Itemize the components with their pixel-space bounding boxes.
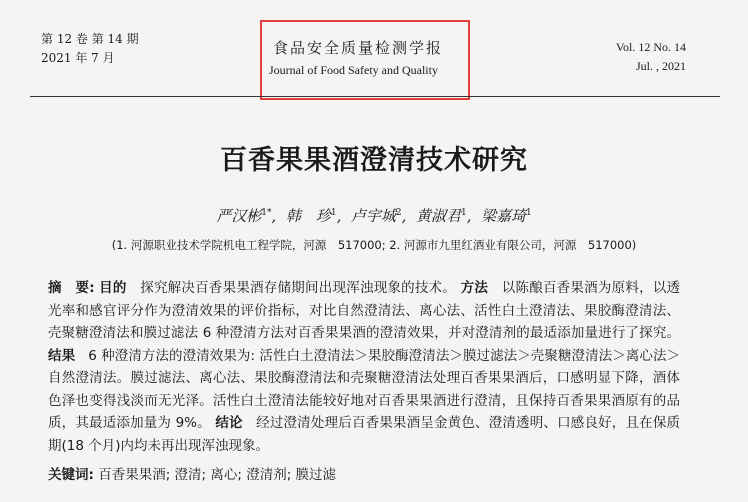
method-label: 方法 — [460, 280, 489, 296]
abstract-label: 摘 要: — [48, 280, 95, 296]
aim-text: 探究解决百香果果酒存储期间出现浑浊现象的技术。 — [140, 280, 457, 296]
volume-en: Vol. 12 No. 14 — [615, 40, 686, 54]
journal-highlight-box — [260, 20, 470, 100]
author-list: 严汉彬$^{1*}$, 韩 珍$^1$, 卢宇城$^2$, 黄淑君$^1$, 梁嘉琦$^1$ — [216, 207, 532, 225]
header-left — [41, 30, 139, 68]
author-sup: 1 — [330, 208, 337, 218]
author-sup: 1 — [526, 208, 532, 218]
author-sup: 1* — [261, 208, 272, 218]
affiliations: (1. 河源职业技术学院机电工程学院，河源 517000; 2. 河源市九里红酒业有限公司，河源 517000) — [111, 238, 637, 252]
date-en: Jul. , 2021 — [635, 59, 686, 73]
keywords-text: 百香果果酒; 澄清; 离心; 澄清剂; 膜过滤 — [98, 467, 337, 483]
author-sup: 2 — [395, 208, 402, 218]
keywords-label: 关键词: — [48, 467, 94, 483]
volume-cn: 第 12 卷 第 14 期 — [41, 32, 139, 46]
paper-title: 百香果果酒澄清技术研究 — [220, 145, 528, 176]
conclusion-text: 经过澄清处理后百香果果酒呈金黄色、澄清透明、口感良好，且在保质期(18 个月)内均未再出现浑浊现象。 — [48, 415, 681, 454]
author-name: 严汉彬 — [216, 207, 262, 225]
author-name: 黄淑君 — [415, 207, 461, 225]
keywords — [48, 463, 336, 483]
author-sup: 1 — [460, 208, 467, 218]
author-name: 韩 珍 — [285, 207, 331, 225]
header-right — [616, 38, 686, 76]
header-rule — [30, 96, 720, 97]
abstract — [48, 277, 680, 457]
date-cn: 2021 年 7 月 — [41, 51, 115, 65]
conclusion-label: 结论 — [215, 415, 243, 431]
result-text: 6 种澄清方法的澄清效果为: 活性白土澄清法＞果胶酶澄清法＞膜过滤法＞壳聚糖澄清法＞离心法＞自然澄清法。膜过滤法、离心法、果胶酶澄清法和壳聚糖澄清法处理百香果果酒后，口感明显下降，酒体色泽也变得浅淡而无光泽。活性白土澄清法能较好地对百香果果酒进行澄清，且保持百香果果酒原有的品质，其最适添加量为 9%。 — [48, 347, 681, 431]
method-text: 以陈酿百香果酒为原料，以透光率和感官评分作为澄清效果的评价指标，对比自然澄清法、离心法、活性白土澄清法、果胶酶澄清法、壳聚糖澄清法和膜过滤法 6 种澄清方法对百香果果酒的澄清效果，并对澄清剂的最适添加量进行了探究。 — [48, 280, 681, 341]
journal-name-cn: 食品安全质量检测学报 — [273, 39, 444, 57]
result-label: 结果 — [48, 347, 76, 364]
journal-name-en: Journal of Food Safety and Quality — [269, 63, 438, 77]
author-name: 卢宇城 — [350, 207, 396, 225]
author-name: 梁嘉琦 — [481, 207, 527, 225]
aim-label: 目的 — [99, 280, 127, 296]
